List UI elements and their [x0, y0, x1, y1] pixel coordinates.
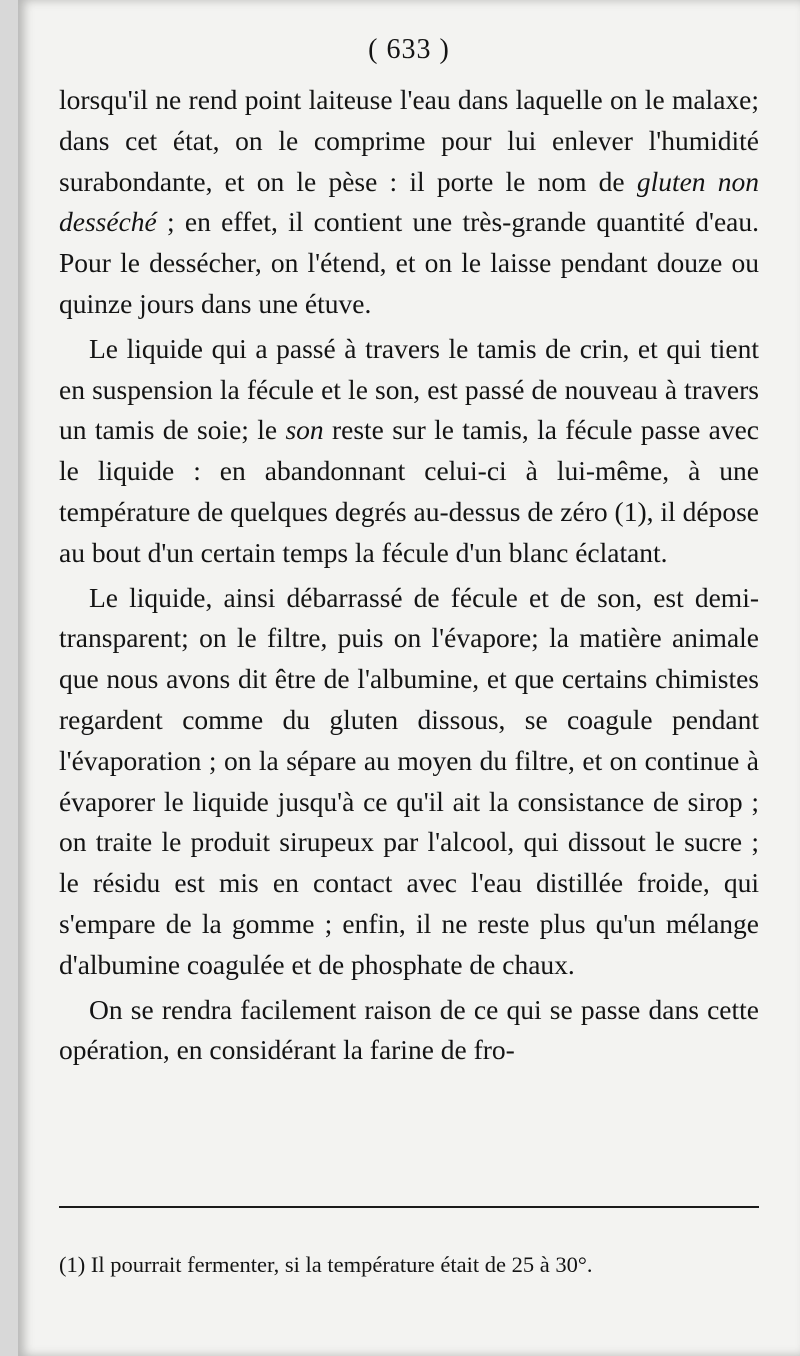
- paragraph-4: On se rendra facilement raison de ce qui se passe dans cette opération, en considérant la farine de fro-: [59, 993, 759, 1066]
- body-text: [59, 80, 759, 1071]
- paragraph-1-emphasis: gluten non desséché: [59, 165, 759, 238]
- paragraph-3: Le liquide, ainsi débarrassé de fécule et de son, est demi-transparent; on le filtre, puis on l'évapore; la matière animale que nous avons dit être de l'albumine, et que certains chimistes regardent comme du gluten dissous, se coagule pendant l'évaporation ; on la sépare au moyen du filtre, et on continue à évaporer le liquide jusqu'à ce qu'il ait la consistance de sirop ; on traite le produit sirupeux par l'alcool, qui dissout le sucre ; le résidu est mis en contact avec l'eau distillée froide, qui s'empare de la gomme ; enfin, il ne reste plus qu'un mélange d'albumine coagulée et de phosphate de chaux.: [59, 581, 759, 980]
- footnote: [59, 1248, 759, 1282]
- paragraph-1-part-1: lorsqu'il ne rend point laiteuse l'eau dans laquelle on le malaxe; dans cet état, on le comprime pour lui enlever l'humidité surabondante, et on le pèse : il porte le nom de: [59, 84, 759, 197]
- paragraph-2-emphasis: son: [285, 414, 324, 446]
- paragraph-1-part-2: ; en effet, il contient une très-grande quantité d'eau. Pour le dessécher, on l'étend, et on le laisse pendant douze ou quinze jours dans une étuve.: [59, 206, 759, 319]
- paragraph-2-part-1: Le liquide qui a passé à travers le tamis de crin, et qui tient en suspension la fécule et le son, est passé de nouveau à travers un tamis de soie; le: [59, 332, 759, 446]
- paragraph-1: [59, 80, 759, 325]
- footnote-divider: [59, 1206, 759, 1208]
- paragraph-2-part-2: reste sur le tamis, la fécule passe avec le liquide : en abandonnant celui-ci à lui-même, à une température de quelques degrés au-dessus de zéro (1), il dépose au bout d'un certain temps la fécule d'un blanc éclatant.: [59, 414, 759, 568]
- book-page: [18, 0, 800, 1356]
- paragraph-2: [59, 329, 759, 574]
- page-number: ( 633 ): [368, 34, 450, 65]
- footnote-text: (1) Il pourrait fermenter, si la température était de 25 à 30°.: [59, 1252, 593, 1277]
